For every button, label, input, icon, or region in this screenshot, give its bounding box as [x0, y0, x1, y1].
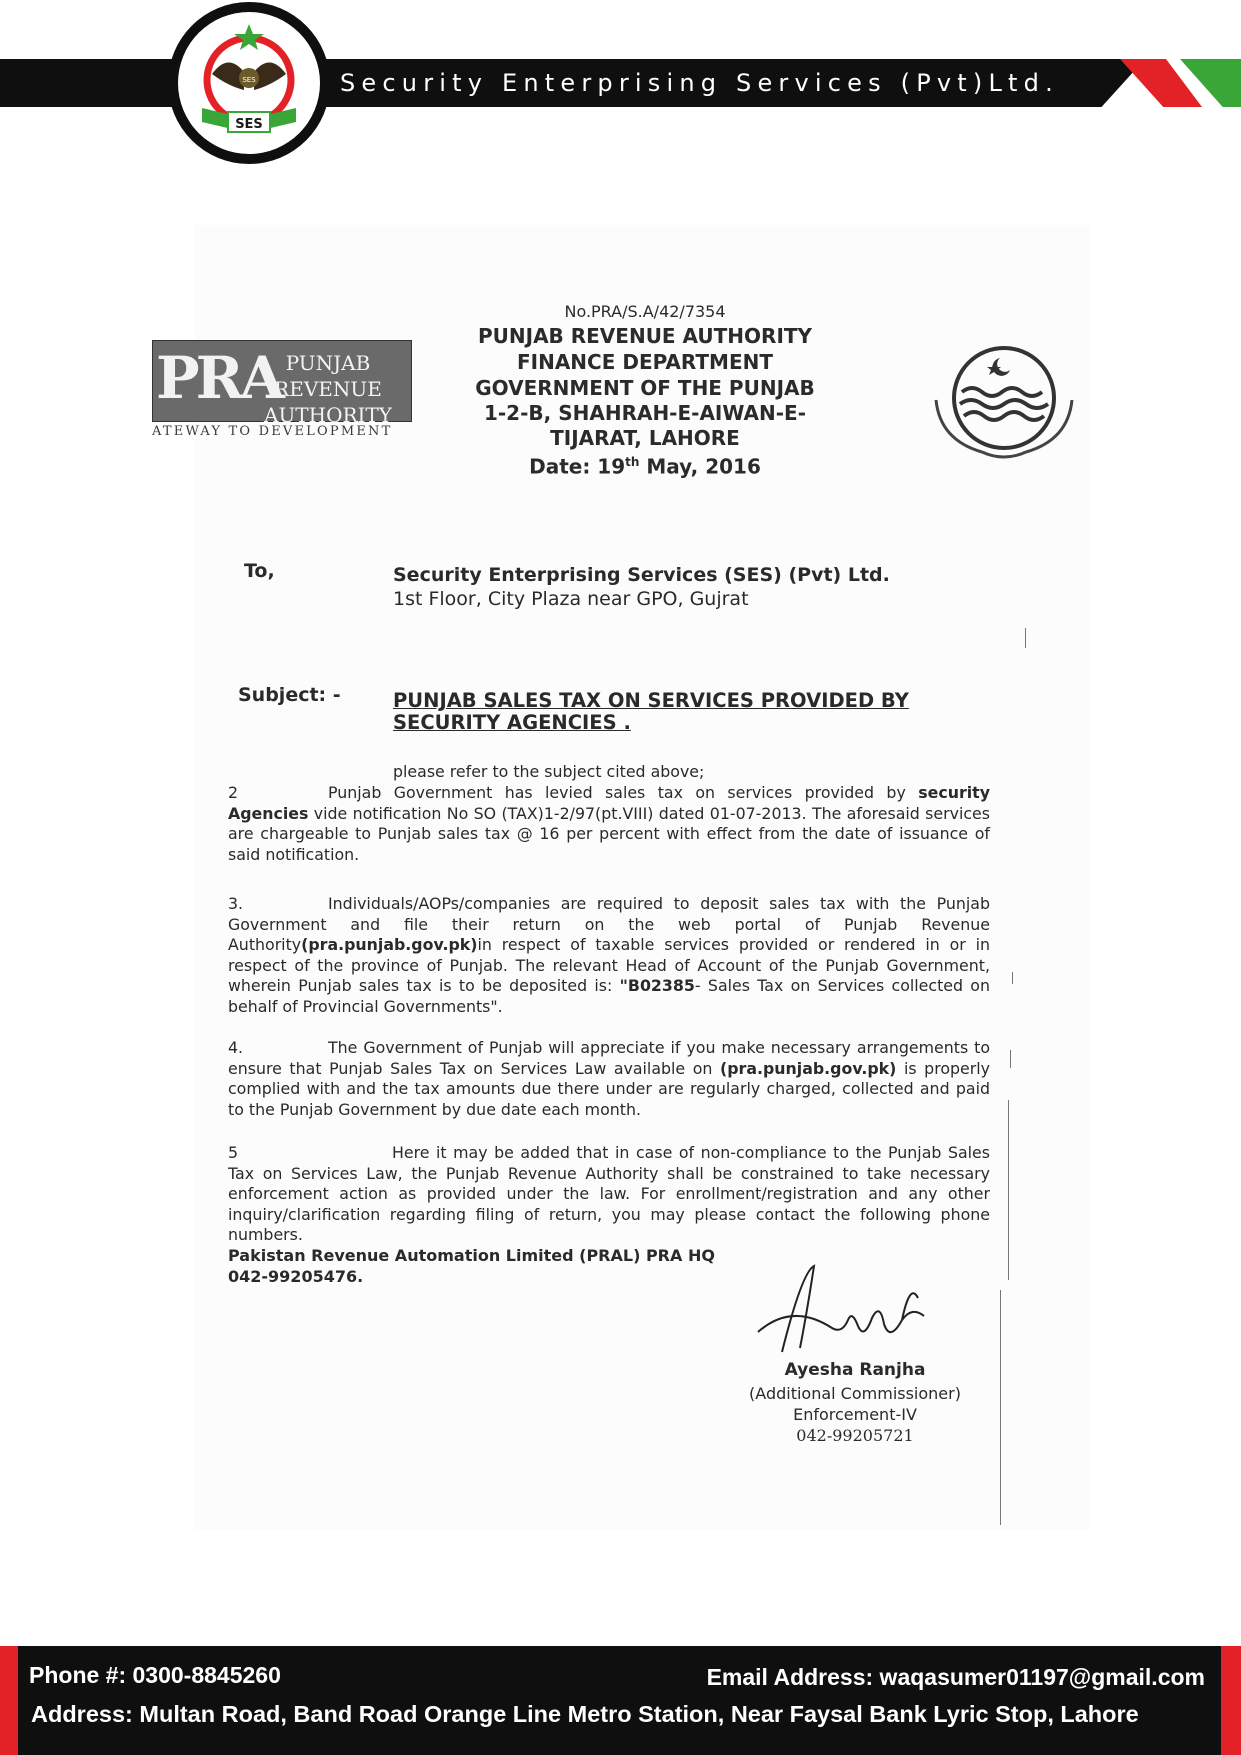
logo-emblem-text: SES [242, 76, 256, 84]
authority-line: GOVERNMENT OF THE PUNJAB [475, 376, 815, 400]
pra-logo-name: PUNJAB REVENUE AUTHORITY [264, 351, 392, 427]
paragraph-2 [228, 783, 990, 865]
paragraph-3 [228, 894, 990, 1017]
contact-phone: 042-99205476. [228, 1267, 364, 1286]
paragraph-text: The Government of Punjab will appreciate if you make necessary arrangements to ensure that Punjab Sales Tax on Services Law available on [228, 1038, 990, 1078]
paragraph-text: in respect of taxable services provided or rendered in or in respect of the province of Punjab. The relevant Head of Account of the Punjab Government, wherein Punjab sales tax is to be deposited is: [228, 935, 990, 995]
signatory-title: (Additional Commissioner) [749, 1384, 961, 1403]
footer-phone[interactable]: Phone #: 0300-8845260 [29, 1662, 281, 1688]
logo-text: SES [235, 117, 263, 132]
paragraph-text: Individuals/AOPs/companies are required to deposit sales tax with the Punjab Government and file their return on the web portal of Punjab Revenue Authority [228, 894, 990, 954]
pra-logo-letters: PRA [156, 344, 281, 412]
footer-email[interactable]: Email Address: waqasumer01197@gmail.com [706, 1664, 1205, 1690]
date-suffix-sup: th [625, 455, 640, 469]
subject-label: Subject: - [238, 684, 341, 706]
paragraph-bold: security Agencies [228, 783, 990, 823]
paragraph-text: vide notification No SO (TAX)1-2/97(pt.VIII) dated 01-07-2013. The aforesaid services are chargeable to Punjab sales tax @ 16 per percent with effect from the date of issuance of said notification. [228, 803, 990, 864]
scan-mark [1000, 1290, 1001, 1525]
pra-logo-motto: ATEWAY TO DEVELOPMENT [152, 424, 393, 439]
subject-text-value: PUNJAB SALES TAX ON SERVICES PROVIDED BY SECURITY AGENCIES . [393, 689, 909, 734]
account-head-code: "B02385 [619, 976, 695, 995]
signatory-phone: 042-99205721 [796, 1426, 914, 1445]
pra-portal-link[interactable]: (pra.punjab.gov.pk) [301, 935, 478, 954]
reference-number: No.PRA/S.A/42/7354 [564, 302, 726, 321]
date-prefix: Date: 19 [529, 454, 626, 479]
company-name: Security Enterprising Services (Pvt)Ltd. [340, 69, 1059, 97]
recipient-address: 1st Floor, City Plaza near GPO, Gujrat [393, 588, 749, 610]
paragraph-text: - Sales Tax on Services collected on behalf of Provincial Governments". [228, 976, 990, 1016]
to-label: To, [244, 560, 275, 582]
paragraph-number: 5 [228, 1143, 239, 1162]
paragraph-number: 2 [228, 783, 239, 802]
recipient-name: Security Enterprising Services (SES) (Pvt) Ltd. [393, 564, 890, 586]
opening-line: please refer to the subject cited above; [393, 762, 705, 781]
paragraph-5 [228, 1143, 990, 1246]
scan-mark [1012, 972, 1013, 984]
punjab-seal-icon [922, 340, 1086, 466]
pra-portal-link[interactable]: (pra.punjab.gov.pk) [720, 1058, 897, 1078]
paragraph-number: 4. [228, 1038, 244, 1057]
paragraph-text: Punjab Government has levied sales tax on services provided by [328, 783, 919, 802]
scan-mark [1010, 1050, 1011, 1068]
footer-accent-left [0, 1646, 18, 1755]
signatory-name: Ayesha Ranjha [784, 1360, 926, 1380]
paragraph-text: Here it may be added that in case of non-compliance to the Punjab Sales Tax on Services Law, the Punjab Revenue Authority shall be constrained to take necessary enforcement action as provided under the law. For enrollment/registration and any other inquiry/clarification regarding filing of return, you may please contact the following phone numbers. [228, 1143, 990, 1244]
authority-line: 1-2-B, SHAHRAH-E-AIWAN-E- [483, 401, 807, 425]
date-suffix: May, 2016 [639, 454, 761, 479]
scan-mark [1008, 1100, 1009, 1280]
subject-text [393, 690, 990, 734]
authority-line: TIJARAT, LAHORE [550, 426, 740, 450]
letter-date [440, 450, 850, 479]
footer-address: Address: Multan Road, Band Road Orange Line Metro Station, Near Faysal Bank Lyric Stop, Lahore [31, 1701, 1139, 1727]
contact-organization: Pakistan Revenue Automation Limited (PRAL) PRA HQ [228, 1246, 715, 1265]
paragraph-4 [228, 1038, 990, 1120]
footer-accent-right [1221, 1646, 1241, 1755]
handwritten-signature-icon [752, 1262, 952, 1372]
eagle-logo-icon [178, 12, 320, 154]
paragraph-text: is properly complied with and the tax amounts due there under are regularly charged, collected and paid to the Punjab Government by due date each month. [228, 1058, 990, 1119]
scan-mark [1025, 628, 1026, 648]
paragraph-number: 3. [228, 894, 244, 913]
authority-line: PUNJAB REVENUE AUTHORITY [477, 324, 813, 348]
authority-line: FINANCE DEPARTMENT [516, 350, 773, 374]
signatory-unit: Enforcement-IV [793, 1405, 917, 1424]
